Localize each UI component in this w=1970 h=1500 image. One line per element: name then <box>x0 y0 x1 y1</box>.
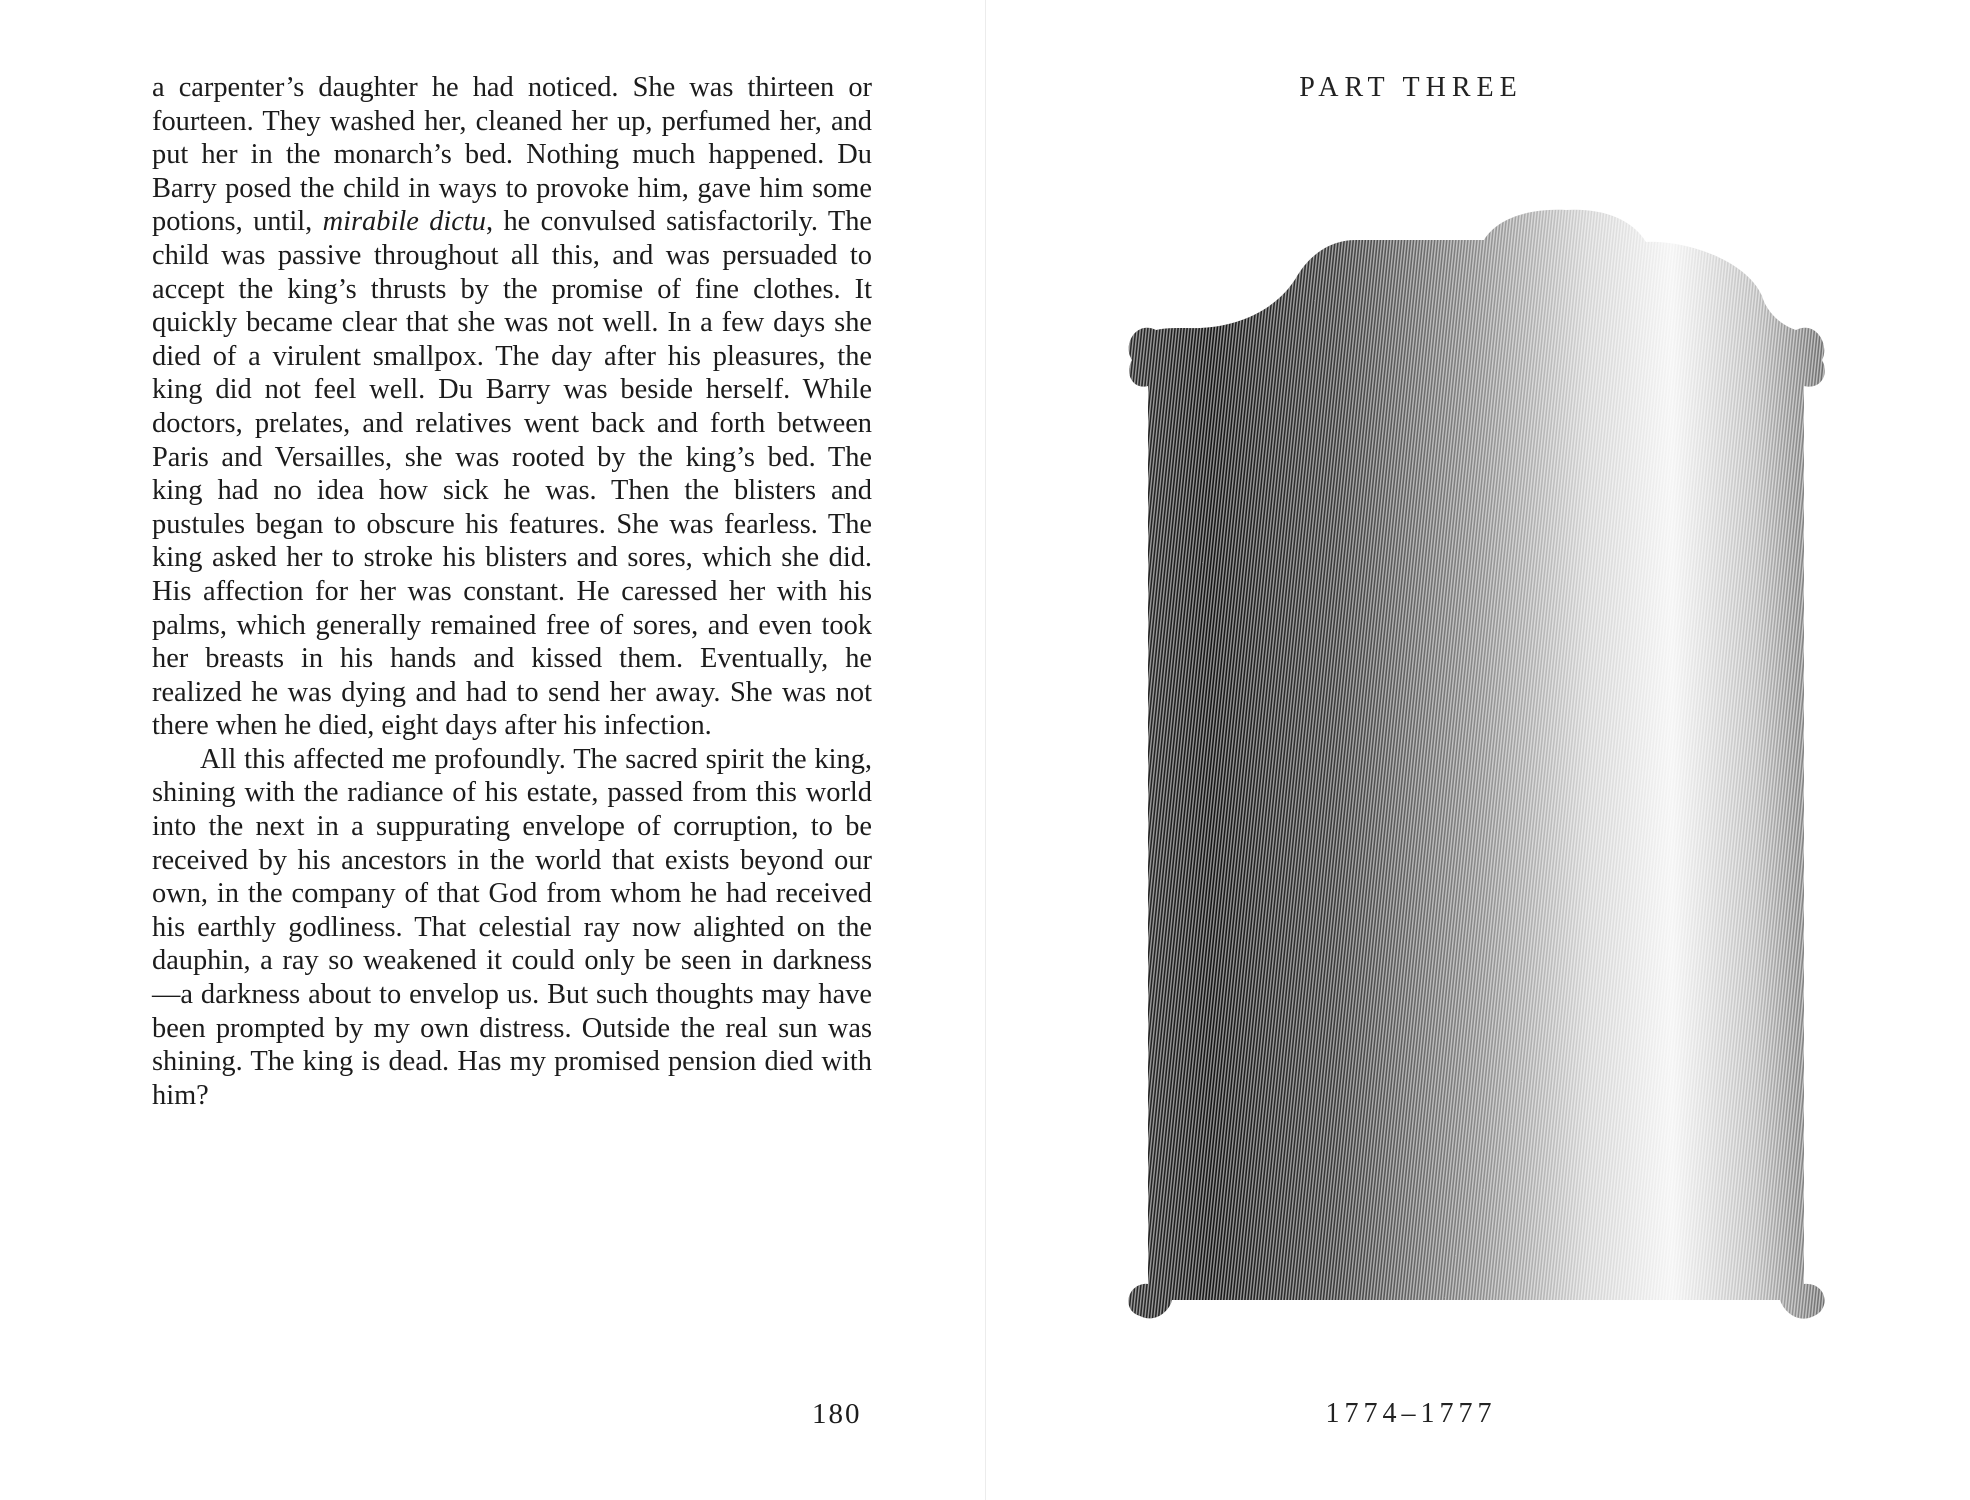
mirror-frame-illustration <box>1126 200 1826 1320</box>
paragraph-1 <box>152 71 872 743</box>
paragraph-2-text: All this affected me profoundly. The sacred spirit the king, shining with the radiance of his estate, passed from this world into the next in a suppurating envelope of corruption, to be received by his ancestors in the world that exists beyond our own, in the company of that God from whom he had received his earthly godliness. That celestial ray now alighted on the dauphin, a ray so weakened it could only be seen in darkness—a darkness about to envelop us. But such thoughts may have been prompted by my own distress. Outside the real sun was shining. The king is dead. Has my promised pension died with him? <box>152 743 872 1111</box>
body-text <box>152 71 872 1112</box>
paragraph-1-text-a: a carpenter’s daughter he had noticed. She was thirteen or fourteen. They washed her, cleaned her up, perfumed her, and put her in the monarch’s bed. Nothing much happened. Du Barry posed the child in ways to provoke him, gave him some potions, until, <box>152 72 872 238</box>
paragraph-2 <box>152 743 872 1113</box>
part-title: PART THREE <box>1299 72 1523 103</box>
paragraph-1-italic-phrase: mirabile dictu <box>322 206 486 238</box>
mirror-frame-halftone-icon <box>1126 200 1826 1320</box>
paragraph-1-text-b: , he convulsed satisfactorily. The child was passive throughout all this, and was persuaded to accept the king’s thrusts by the promise of fine clothes. It quickly became clear that she was not well. In a few days she died of a virulent smallpox. The day after his pleasures, the king did not feel well. Du Barry was beside herself. While doctors, prelates, and relatives went back and forth between Paris and Versailles, she was rooted by the king’s bed. The king had no idea how sick he was. Then the blisters and pustules began to obscure his features. She was fearless. The king asked her to stroke his blisters and sores, which she did. His affection for her was constant. He caressed her with his palms, which generally remained free of sores, and even took her breasts in his hands and kissed them. Eventually, he realized he was dying and had to send her away. She was not there when he died, eight days after his infection. <box>152 206 872 742</box>
right-page <box>986 0 1970 1500</box>
date-range: 1774–1777 <box>1325 1398 1497 1429</box>
page-number: 180 <box>812 1398 862 1430</box>
